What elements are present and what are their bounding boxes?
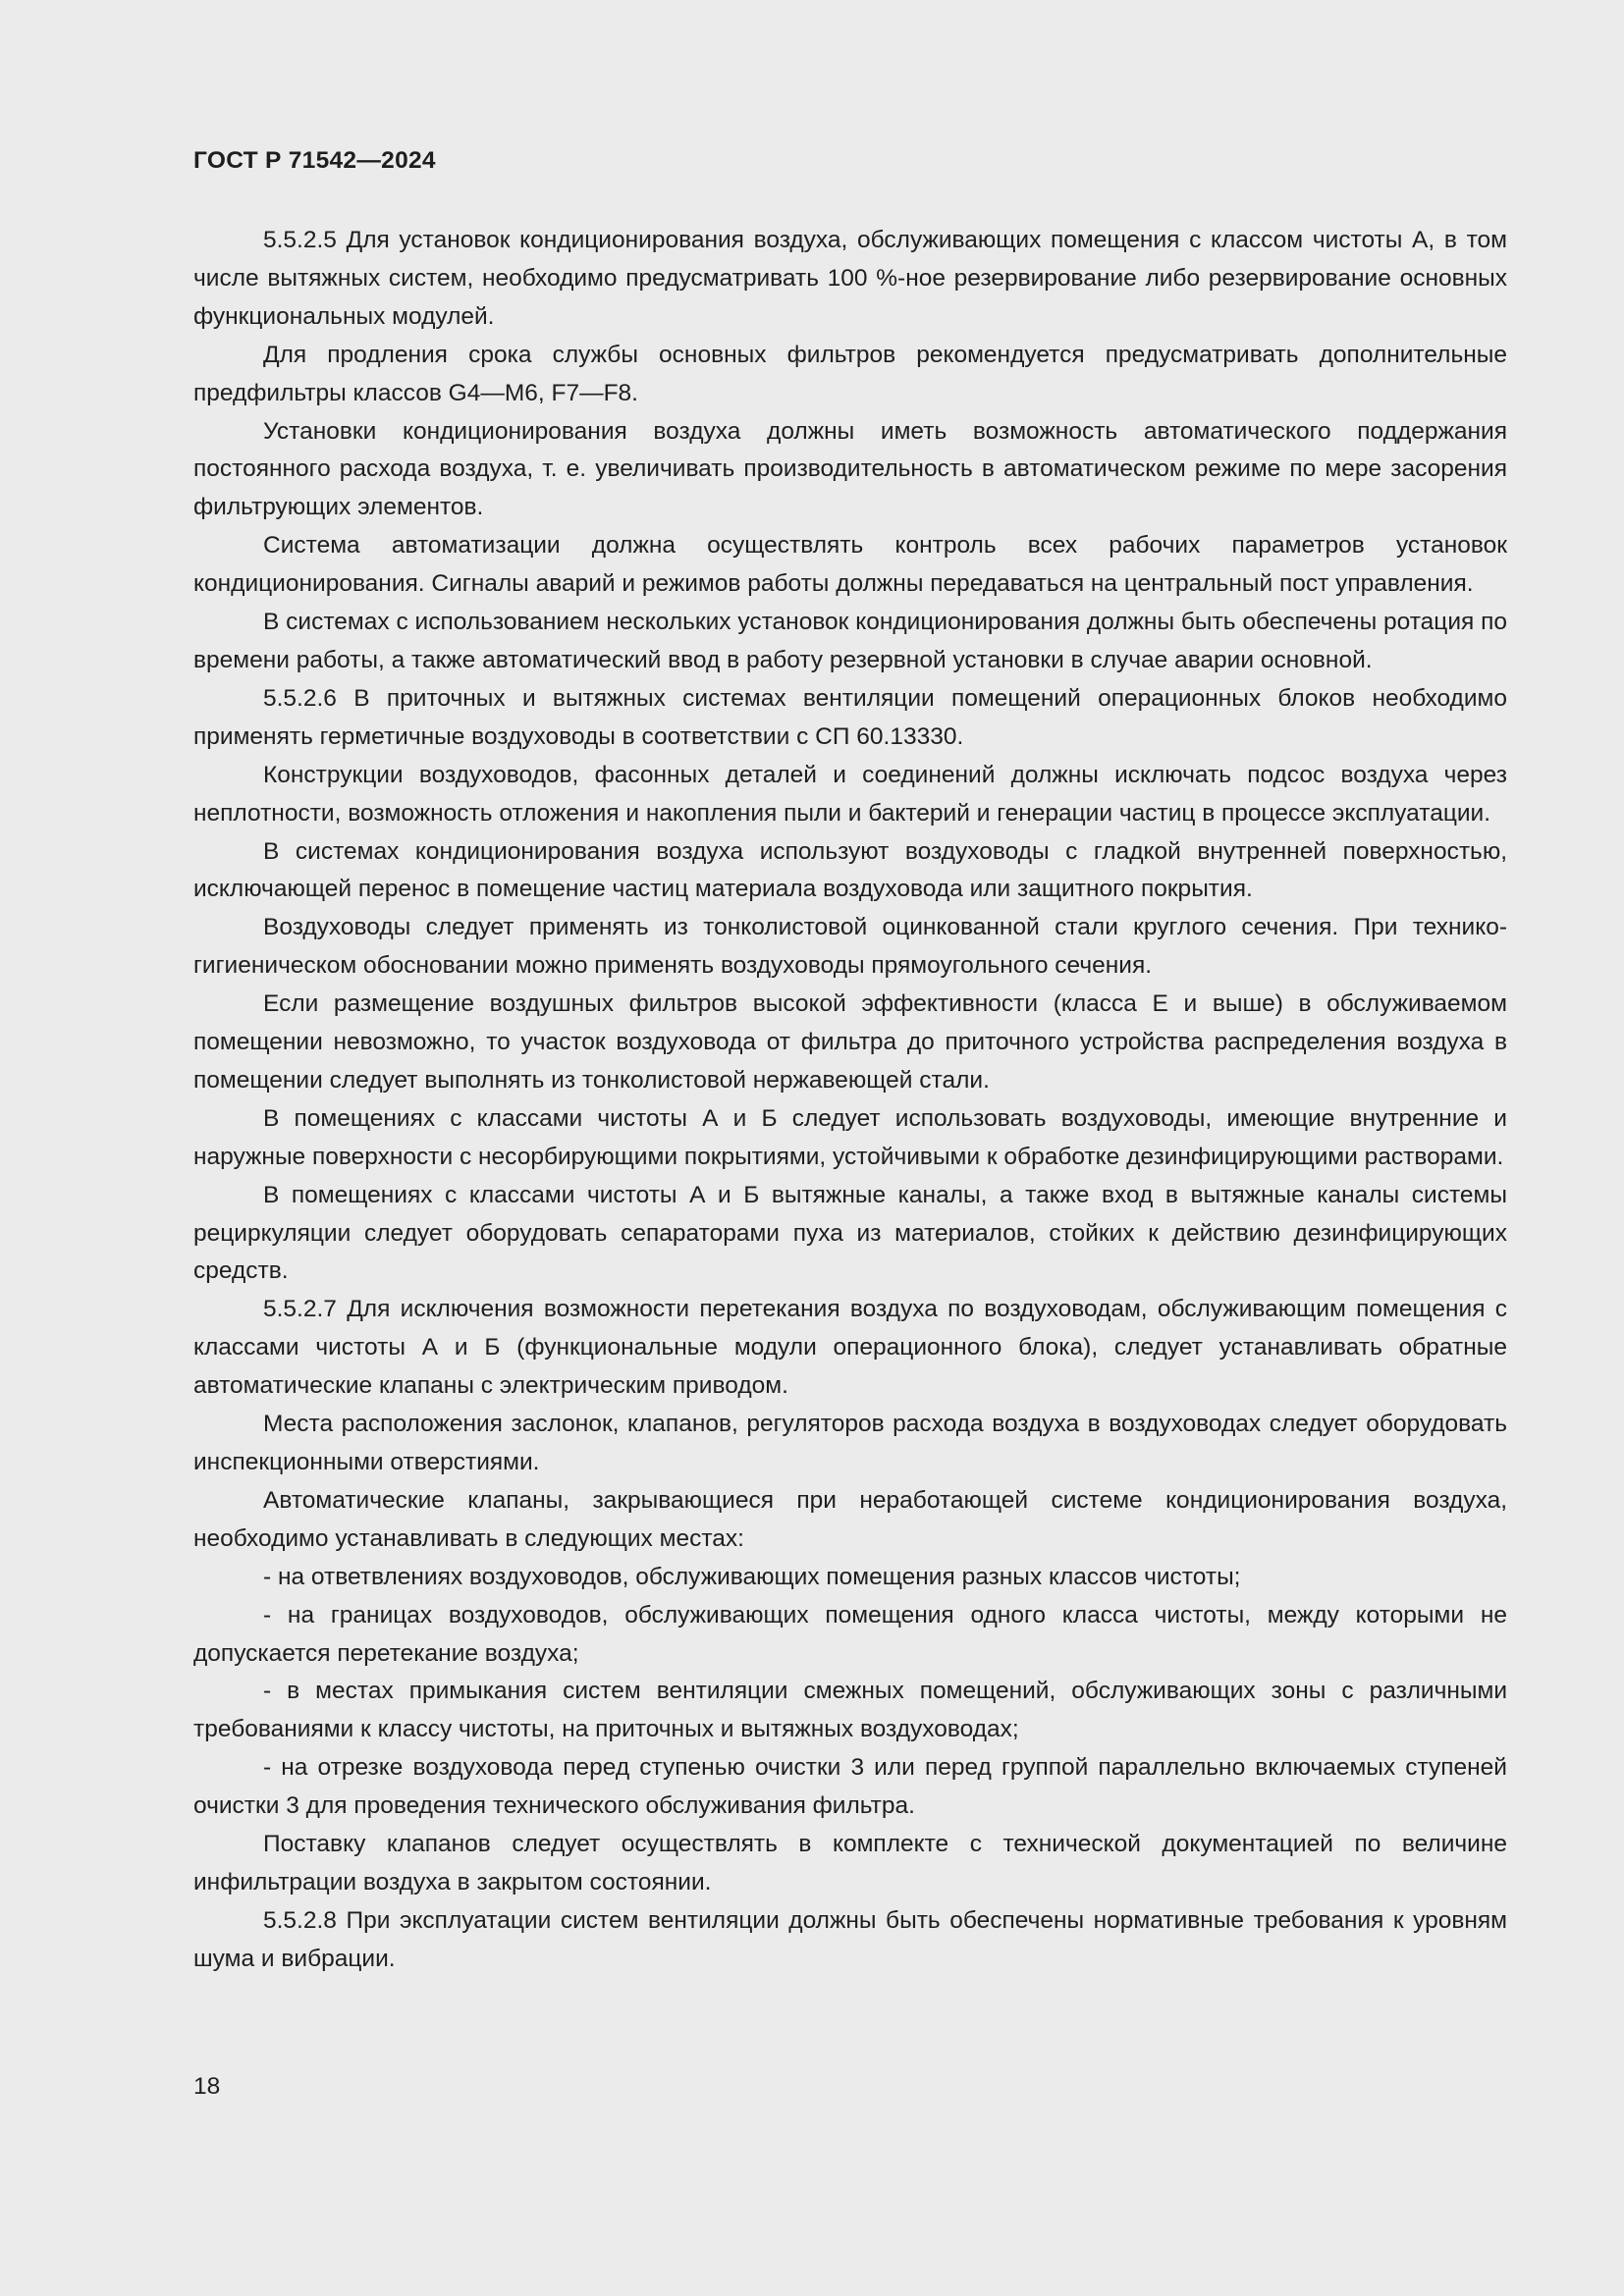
paragraph: В системах кондиционирования воздуха используют воздуховоды с гладкой внутренней поверхностью, исключающей перенос в помещение частиц материала воздуховода или защитного покрытия. [193,837,1507,903]
paragraph: Если размещение воздушных фильтров высокой эффективности (класса Е и выше) в обслуживаемом помещении невозможно, то участок воздуховода от фильтра до приточного устройства распределения воздуха в помещении следует выполнять из тонколистовой нержавеющей стали. [193,990,1507,1094]
paragraph: В помещениях с классами чистоты А и Б следует использовать воздуховоды, имеющие внутренние и наружные поверхности с несорбирующими покрытиями, устойчивыми к обработке дезинфицирующими растворами. [193,1104,1507,1170]
document-body [193,222,1507,1979]
paragraph: Поставку клапанов следует осуществлять в комплекте с технической документацией по величине инфильтрации воздуха в закрытом состоянии. [193,1831,1507,1896]
paragraph: Места расположения заслонок, клапанов, регуляторов расхода воздуха в воздуховодах следует оборудовать инспекционными отверстиями. [193,1411,1507,1475]
paragraph: Конструкции воздуховодов, фасонных деталей и соединений должны исключать подсос воздуха через неплотности, возможность отложения и накопления пыли и бактерий и генерации частиц в процессе эксплуатации. [193,761,1507,827]
paragraph: В помещениях с классами чистоты А и Б вытяжные каналы, а также вход в вытяжные каналы системы рециркуляции следует оборудовать сепараторами пуха из материалов, стойких к действию дезинфицирующих средств. [193,1181,1507,1285]
list-item: - на ответвлениях воздуховодов, обслуживающих помещения разных классов чистоты; [263,1563,1241,1590]
list-item: - на границах воздуховодов, обслуживающих помещения одного класса чистоты, между которыми не допускается перетекание воздуха; [193,1601,1507,1667]
paragraph: Для продления срока службы основных фильтров рекомендуется предусматривать дополнительные предфильтры классов G4—M6, F7—F8. [193,341,1507,406]
paragraph: Автоматические клапаны, закрывающиеся при неработающей системе кондиционирования воздуха, необходимо устанавливать в следующих местах: [193,1486,1507,1552]
paragraph: В системах с использованием нескольких установок кондиционирования должны быть обеспечены ротация по времени работы, а также автоматический ввод в работу резервной установки в случае аварии основной. [193,609,1507,673]
paragraph: 5.5.2.6 В приточных и вытяжных системах вентиляции помещений операционных блоков необходимо применять герметичные воздуховоды в соответствии с СП 60.13330. [193,684,1507,750]
list-item: - на отрезке воздуховода перед ступенью очистки 3 или перед группой параллельно включаемых ступеней очистки 3 для проведения технического обслуживания фильтра. [193,1754,1507,1820]
list-item: - в местах примыкания систем вентиляции смежных помещений, обслуживающих зоны с различными требованиями к классу чистоты, на приточных и вытяжных воздуховодах; [193,1678,1507,1743]
paragraph: Система автоматизации должна осуществлять контроль всех рабочих параметров установок кондиционирования. Сигналы аварий и режимов работы должны передаваться на центральный пост управления. [193,532,1507,598]
page-number: 18 [193,2073,221,2100]
paragraph: 5.5.2.5 Для установок кондиционирования воздуха, обслуживающих помещения с классом чистоты А, в том числе вытяжных систем, необходимо предусматривать 100 %-ное резервирование либо резервирование основных функциональных модулей. [193,227,1507,330]
paragraph: Установки кондиционирования воздуха должны иметь возможность автоматического поддержания постоянного расхода воздуха, т. е. увеличивать производительность в автоматическом режиме по мере засорения фильтрующих элементов. [193,417,1507,521]
paragraph: 5.5.2.7 Для исключения возможности перетекания воздуха по воздуховодам, обслуживающим помещения с классами чистоты А и Б (функциональные модули операционного блока), следует устанавливать обратные автоматические клапаны с электрическим приводом. [193,1296,1507,1400]
paragraph: Воздуховоды следует применять из тонколистовой оцинкованной стали круглого сечения. При технико-гигиеническом обосновании можно применять воздуховоды прямоугольного сечения. [193,914,1507,980]
document-header: ГОСТ Р 71542—2024 [193,147,436,174]
paragraph: 5.5.2.8 При эксплуатации систем вентиляции должны быть обеспечены нормативные требования к уровням шума и вибрации. [193,1906,1507,1972]
